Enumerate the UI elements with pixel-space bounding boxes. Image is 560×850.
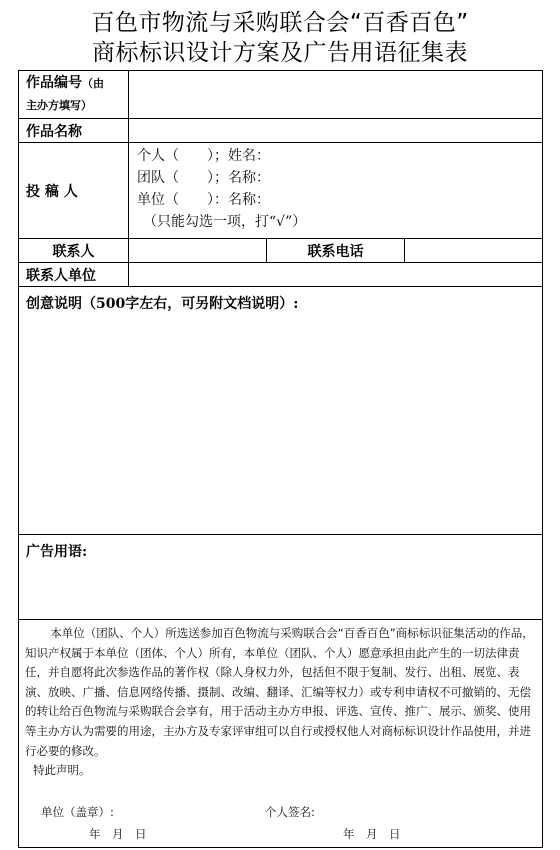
slogan-row <box>19 535 543 620</box>
work-name-row <box>19 119 543 143</box>
submitter-row <box>19 143 543 239</box>
option-note: （只能勾选一项，打“√”） <box>143 214 307 230</box>
declaration-paragraph: 本单位（团队、个人）所选送参加百色物流与采购联合会“百香百色”商标标识征集活动的作品，知识产权属于本单位（团体、个人）所有，本单位（团队、个人）愿意承担由此产生的一切法律责任，并自愿将此次参选作品的著作权（除人身权力外，包括但不限于复制、发行、出租、展览、表演、放映、广播、信息网络传播、摄制、改编、翻译、汇编等权力）或专利申请权不可撤销的、无偿的转让给百色物流与采购联合会享有，用于活动主办方申报、评选、宣传、推广、展示、颁奖、使用等主办方认为需要的用途，主办方及专家评审组可以自行或授权他人对商标标识设计作品使用，并进行必要的修改。 <box>25 626 534 758</box>
slogan-area[interactable] <box>19 535 543 620</box>
creative-description-label: 创意说明（500字左右，可另附文档说明）: <box>26 296 299 312</box>
work-number-row <box>19 71 543 119</box>
phone-label: 联系电话 <box>267 239 405 263</box>
contact-label: 联系人 <box>19 239 129 263</box>
contact-row <box>19 239 543 263</box>
work-name-label: 作品名称 <box>19 119 129 143</box>
option-individual[interactable]: 个人（ ）；姓名： <box>137 148 270 164</box>
option-unit[interactable]: 单位（ ）：名称： <box>137 192 270 208</box>
option-team[interactable]: 团队（ ）；名称： <box>137 170 270 186</box>
signature-row <box>25 803 536 825</box>
contact-unit-label: 联系人单位 <box>19 263 129 287</box>
slogan-label: 广告用语: <box>26 544 88 560</box>
submitter-options[interactable] <box>129 143 543 239</box>
creative-row <box>19 287 543 535</box>
date-left: 年 月 日 <box>89 826 147 841</box>
contact-unit-field[interactable] <box>129 263 543 287</box>
unit-seal-label: 单位（盖章）: <box>41 804 114 819</box>
work-name-field[interactable] <box>129 119 543 143</box>
personal-sign-label: 个人签名: <box>265 804 315 819</box>
creative-description-area[interactable] <box>19 287 543 535</box>
application-form <box>18 70 543 848</box>
contact-unit-row <box>19 263 543 287</box>
form-title-line1: 百色市物流与采购联合会“百香百色” <box>91 10 469 36</box>
contact-field[interactable] <box>129 239 267 263</box>
work-number-field[interactable] <box>129 71 543 119</box>
date-right: 年 月 日 <box>343 826 401 841</box>
work-number-label: 作品编号（由 主办方填写） <box>19 71 129 119</box>
declaration-closing: 特此声明。 <box>33 763 91 778</box>
phone-field[interactable] <box>405 239 543 263</box>
declaration-cell <box>19 620 543 848</box>
form-title-line2: 商标标识设计方案及广告用语征集表 <box>92 40 468 66</box>
date-row <box>25 825 536 847</box>
submitter-label: 投 稿 人 <box>19 143 129 239</box>
declaration-row <box>19 620 543 848</box>
